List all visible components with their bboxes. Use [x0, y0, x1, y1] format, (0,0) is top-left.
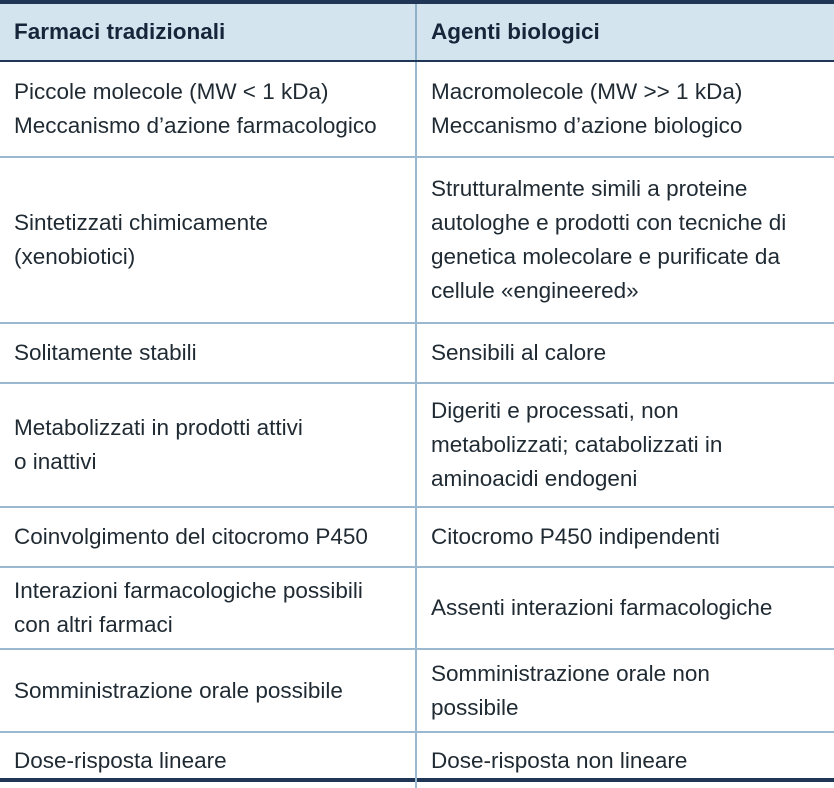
table-body — [0, 61, 834, 788]
cell-traditional — [0, 323, 416, 383]
table-row — [0, 567, 834, 649]
cell-line: Sensibili al calore — [431, 340, 607, 365]
cell-line: Macromolecole (MW >> 1 kDa) — [431, 79, 743, 104]
cell-traditional — [0, 383, 416, 507]
cell-line: Dose-risposta lineare — [14, 747, 227, 773]
table-header — [0, 4, 834, 61]
cell-line: Digeriti e processati, non — [431, 398, 679, 423]
cell-line: cellule «engineered» — [431, 278, 639, 303]
cell-traditional — [0, 61, 416, 157]
table-row — [0, 323, 834, 383]
cell-line: metabolizzati; catabolizzati in — [431, 432, 723, 457]
cell-line: Meccanismo d’azione farmacologico — [14, 113, 377, 138]
cell-line: autologhe e prodotti con tecniche di — [431, 210, 787, 235]
comparison-table — [0, 4, 834, 788]
cell-biological — [416, 732, 834, 788]
cell-traditional — [0, 157, 416, 323]
cell-line: Sintetizzati chimicamente — [14, 210, 268, 235]
cell-biological — [416, 323, 834, 383]
header-biological-agents: Agenti biologici — [416, 4, 834, 61]
cell-line: (xenobiotici) — [14, 244, 136, 269]
table-row — [0, 61, 834, 157]
cell-line: o inattivi — [14, 449, 97, 474]
cell-biological — [416, 61, 834, 157]
cell-line: Interazioni farmacologiche possibili — [14, 578, 363, 603]
cell-line: Piccole molecole (MW < 1 kDa) — [14, 79, 329, 104]
table-row — [0, 649, 834, 732]
cell-traditional — [0, 732, 416, 788]
cell-line: Strutturalmente simili a proteine — [431, 176, 748, 201]
cell-traditional — [0, 649, 416, 732]
cell-line: Assenti interazioni farmacologiche — [431, 595, 773, 620]
table-row — [0, 732, 834, 788]
cell-line: Meccanismo d’azione biologico — [431, 113, 743, 138]
cell-line: Dose-risposta non lineare — [431, 747, 688, 773]
cell-line: Solitamente stabili — [14, 340, 197, 365]
cell-biological — [416, 649, 834, 732]
cell-biological — [416, 507, 834, 567]
cell-line: con altri farmaci — [14, 612, 173, 637]
cell-biological — [416, 383, 834, 507]
header-row — [0, 4, 834, 61]
cell-biological — [416, 157, 834, 323]
cell-line: Metabolizzati in prodotti attivi — [14, 415, 303, 440]
cell-line: genetica molecolare e purificate da — [431, 244, 780, 269]
cell-traditional — [0, 507, 416, 567]
cell-line: Somministrazione orale non — [431, 660, 710, 686]
table-row — [0, 507, 834, 567]
cell-line: possibile — [431, 694, 519, 720]
cell-traditional — [0, 567, 416, 649]
cell-line: Coinvolgimento del citocromo P450 — [14, 524, 368, 549]
cell-line: Somministrazione orale possibile — [14, 677, 343, 703]
cell-line: Citocromo P450 indipendenti — [431, 524, 720, 549]
table-row — [0, 157, 834, 323]
cell-line: aminoacidi endogeni — [431, 466, 638, 491]
table-row — [0, 383, 834, 507]
cell-biological — [416, 567, 834, 649]
header-traditional-drugs: Farmaci tradizionali — [0, 4, 416, 61]
